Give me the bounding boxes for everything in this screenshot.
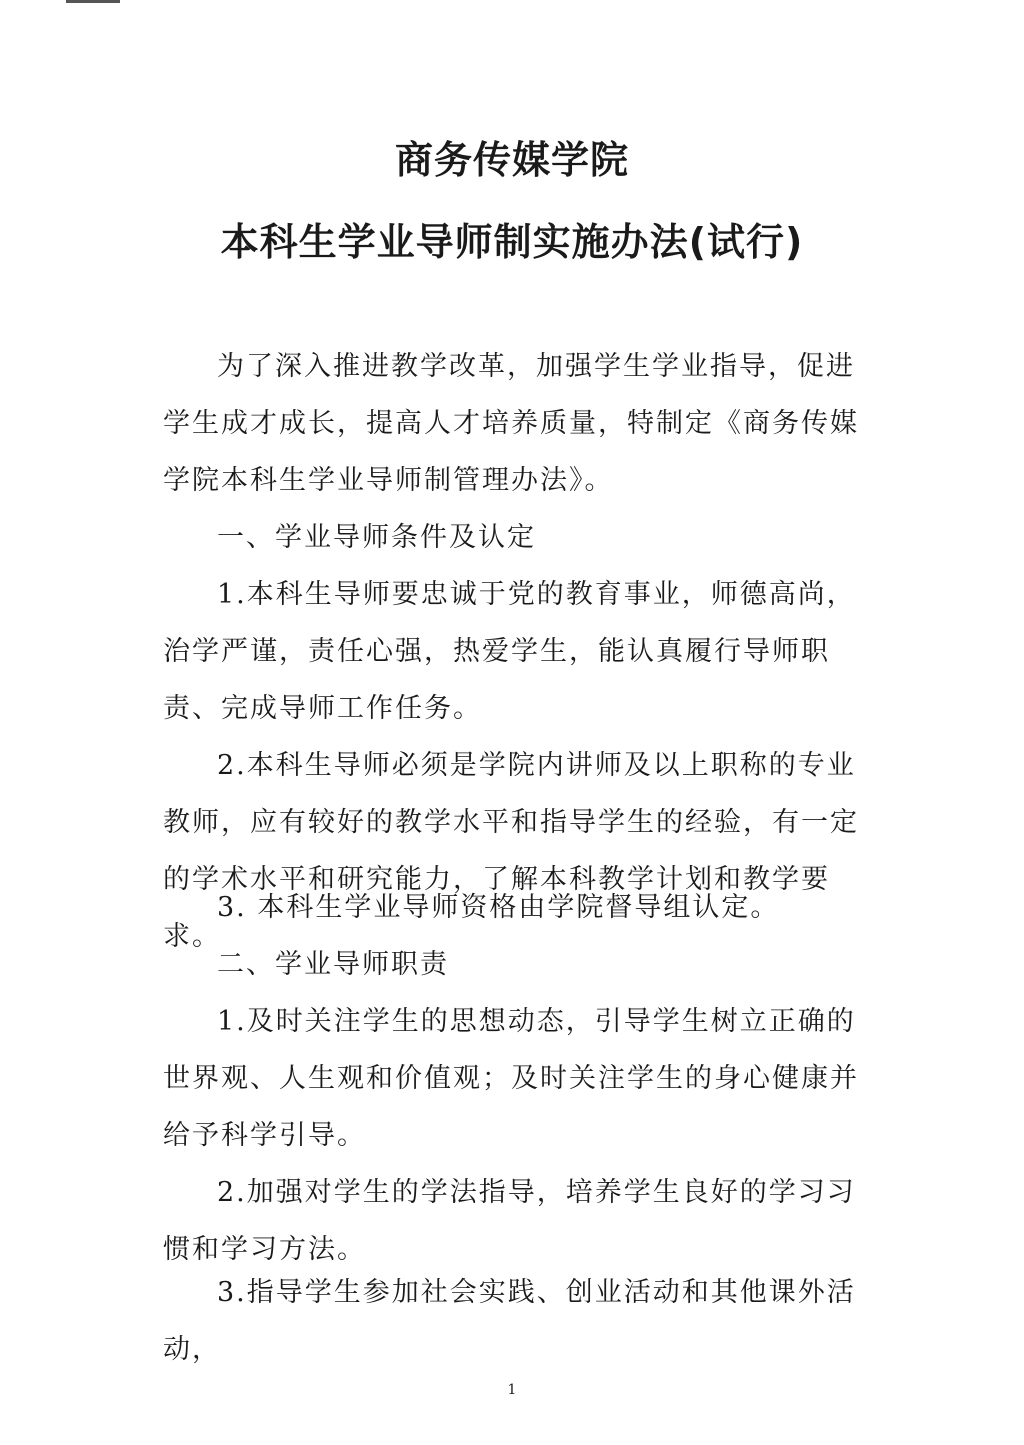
document-title-line2: 本科生学业导师制实施办法(试行) bbox=[220, 220, 804, 264]
intro-paragraph: 为了深入推进教学改革，加强学生学业指导，促进学生成才成长，提高人才培养质量，特制定《商务传媒学院本科生学业导师制管理办法》。 bbox=[163, 351, 859, 496]
page-number: 1 bbox=[507, 1382, 517, 1398]
section1-item-2: 2.本科生导师必须是学院内讲师及以上职称的专业教师，应有较好的教学水平和指导学生的经验，有一定的学术水平和研究能力，了解本科教学计划和教学要求。 bbox=[163, 750, 859, 952]
section2-item-2: 2.加强对学生的学法指导，培养学生良好的学习习惯和学习方法。 bbox=[163, 1177, 856, 1265]
section2-item-3: 3.指导学生参加社会实践、创业活动和其他课外活动， bbox=[163, 1277, 856, 1365]
section1-item-1: 1.本科生导师要忠诚于党的教育事业，师德高尚，治学严谨，责任心强，热爱学生，能认真履行导师职责、完成导师工作任务。 bbox=[163, 579, 856, 724]
document-title-line1: 商务传媒学院 bbox=[394, 138, 629, 182]
scan-mark bbox=[66, 0, 120, 3]
section2-item-1: 1.及时关注学生的思想动态，引导学生树立正确的世界观、人生观和价值观；及时关注学生的身心健康并给予科学引导。 bbox=[163, 1006, 859, 1151]
section1-item-3: 3. 本科生学业导师资格由学院督导组认定。 bbox=[217, 892, 780, 923]
section2-heading: 二、学业导师职责 bbox=[217, 949, 449, 980]
section1-heading: 一、学业导师条件及认定 bbox=[217, 522, 536, 553]
